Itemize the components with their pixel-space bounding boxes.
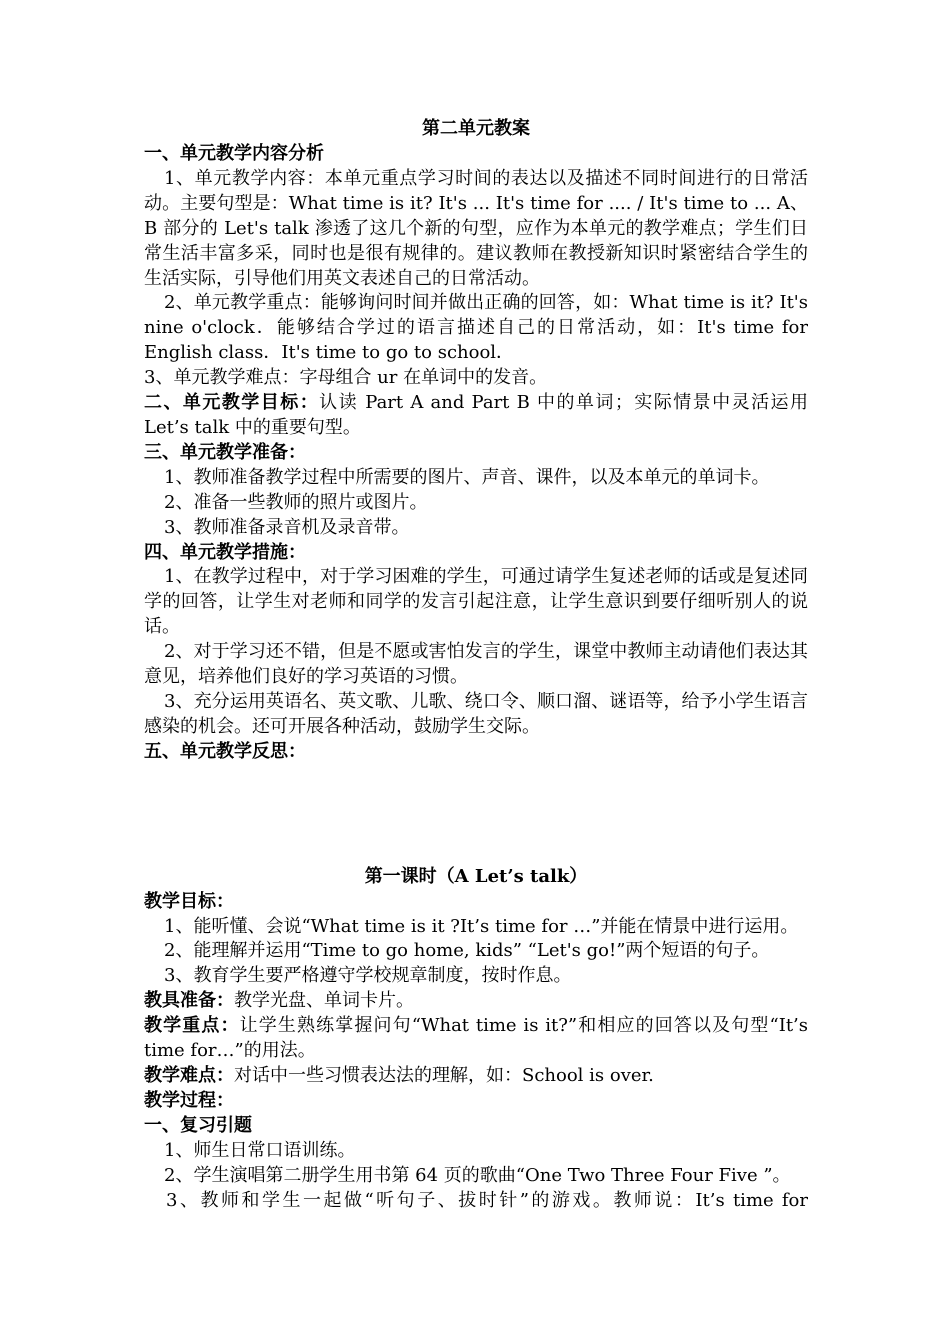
tools-text: 教学光盘、单词卡片。 — [234, 990, 414, 1012]
section-4-heading: 四、单元教学措施： — [144, 541, 306, 563]
key-points-label: 教学重点： — [144, 1015, 240, 1037]
review-item-3: 3、教师和学生一起做“听句子、拔时针”的游戏。教师说：It’s time for — [166, 1189, 808, 1211]
blank-space — [144, 765, 808, 864]
goal-item-1: 1、能听懂、会说“What time is it ?It’s time for …”并能在情景中进行运用。 — [164, 915, 799, 937]
difficulty-label: 教学难点： — [144, 1065, 234, 1086]
tools-line — [144, 989, 808, 1014]
document-page — [144, 116, 808, 1213]
section-1-paragraph-1: 1、单元教学内容：本单元重点学习时间的表达以及描述不同时间进行的日常活动。主要句型是：What time is it? It's ... It's time for .... / It's time to ... A、B 部分的 Let's talk 渗透了这几个新的句型，应作为本单元的教学难点；学生们日常生活丰富多采，同时也是很有规律的。建议教师在教授新知识时紧密结合学生的生活实际，引导他们用英文表述自己的日常活动。 — [144, 167, 808, 289]
section-2 — [144, 391, 808, 441]
section-4-item-3: 3、充分运用英语名、英文歌、儿歌、绕口令、顺口溜、谜语等，给予小学生语言感染的机会。还可开展各种活动，鼓励学生交际。 — [144, 690, 808, 737]
lesson-1-title: 第一课时（A Let’s talk） — [364, 865, 588, 887]
difficulty-line — [144, 1064, 808, 1089]
section-1-paragraph-2: 2、单元教学重点：能够询问时间并做出正确的回答，如：What time is it? It's nine o'clock．能够结合学过的语言描述自己的日常活动，如：It's time for English class．It's time to go to school． — [144, 292, 808, 364]
section-2-label: 二、单元教学目标： — [144, 392, 320, 414]
section-1-paragraph-3: 3、单元教学难点：字母组合 ur 在单词中的发音。 — [144, 367, 548, 389]
section-5-heading: 五、单元教学反思： — [144, 740, 306, 762]
process-heading: 教学过程： — [144, 1089, 234, 1111]
review-heading: 一、复习引题 — [144, 1114, 252, 1136]
goal-item-2: 2、能理解并运用“Time to go home, kids” “Let's go!”两个短语的句子。 — [164, 940, 770, 962]
goals-heading: 教学目标： — [144, 890, 234, 912]
section-1-heading: 一、单元教学内容分析 — [144, 143, 324, 164]
section-3-heading: 三、单元教学准备： — [144, 441, 306, 463]
key-points-line — [144, 1014, 808, 1064]
unit-plan-title: 第二单元教案 — [422, 118, 530, 139]
tools-label: 教具准备： — [144, 990, 234, 1012]
section-4-item-1: 1、在教学过程中，对于学习困难的学生，可通过请学生复述老师的话或是复述同学的回答，让学生对老师和同学的发言引起注意，让学生意识到要仔细听别人的说话。 — [144, 566, 808, 638]
goal-item-3: 3、教育学生要严格遵守学校规章制度，按时作息。 — [164, 965, 572, 987]
section-3-item-2: 2、准备一些教师的照片或图片。 — [164, 491, 428, 513]
key-points-text: 让学生熟练掌握问句“What time is it?”和相应的回答以及句型“It’s time for…”的用法。 — [144, 1015, 809, 1062]
review-item-2: 2、学生演唱第二册学生用书第 64 页的歌曲“One Two Three Four Five ”。 — [164, 1164, 791, 1186]
section-2-text: 认读 Part A and Part B 中的单词；实际情景中灵活运用 Let’s talk 中的重要句型。 — [144, 392, 808, 438]
section-3-item-1: 1、教师准备教学过程中所需要的图片、声音、课件，以及本单元的单词卡。 — [164, 466, 770, 488]
section-3-item-3: 3、教师准备录音机及录音带。 — [164, 516, 410, 538]
section-4-item-2: 2、对于学习还不错，但是不愿或害怕发言的学生，课堂中教师主动请他们表达其意见，培养他们良好的学习英语的习惯。 — [144, 641, 808, 688]
review-item-1: 1、师生日常口语训练。 — [164, 1139, 356, 1161]
difficulty-text: 对话中一些习惯表达法的理解，如：School is over. — [234, 1065, 654, 1086]
